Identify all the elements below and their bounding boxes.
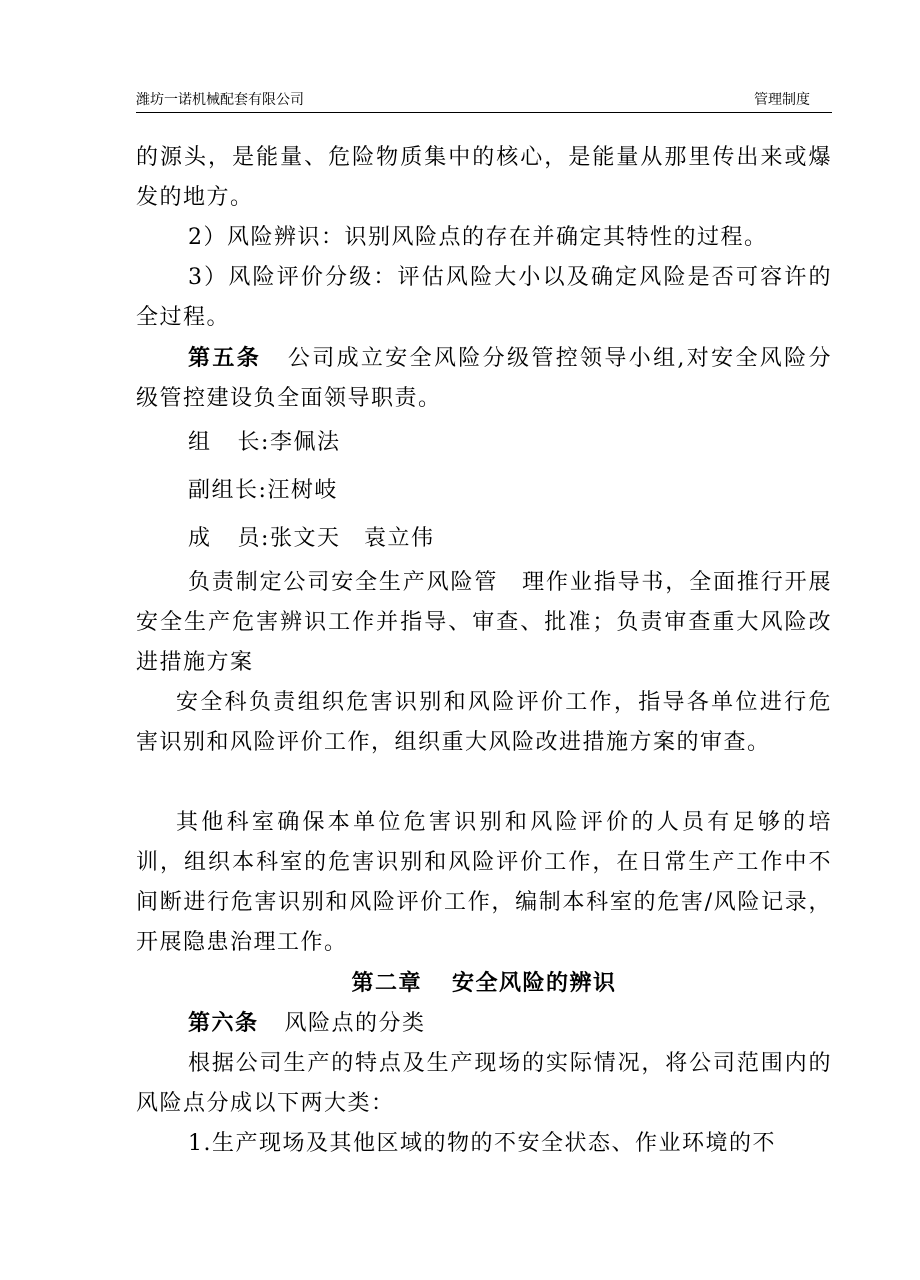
paragraph-item-1: 1.生产现场及其他区域的物的不安全状态、作业环境的不 xyxy=(188,1131,776,1156)
paragraph-energy-source: 的源头，是能量、危险物质集中的核心，是能量从那里传出来或爆发的地方。 xyxy=(136,145,832,210)
roster-role-members-b: 员 xyxy=(237,526,262,551)
page-header xyxy=(136,88,832,113)
roster-role-deputy: 副组长 xyxy=(188,478,259,503)
leadership-roster xyxy=(136,419,832,563)
paragraph-other-departments: 其他科室确保本单位危害识别和风险评价的人员有足够的培训，组织本科室的危害识别和风险评价工作，在日常生产工作中不间断进行危害识别和风险评价工作，编制本科室的危害/风险记录，开展隐患治理工作。 xyxy=(136,810,832,955)
roster-names-deputy: :汪树岐 xyxy=(258,478,338,503)
header-document-type: 管理制度 xyxy=(754,92,810,108)
roster-role-members-a: 成 xyxy=(188,526,212,551)
article-6-title: 第六条 xyxy=(188,1010,259,1036)
paragraph-classification: 根据公司生产的特点及生产现场的实际情况，将公司范围内的风险点分成以下两大类： xyxy=(136,1051,832,1116)
article-6-text: 风险点的分类 xyxy=(284,1011,426,1036)
roster-deputy xyxy=(188,467,832,515)
roster-names-leader: :李佩法 xyxy=(261,430,341,455)
paragraph-risk-evaluation: 3）风险评价分级：评估风险大小以及确定风险是否可容许的全过程。 xyxy=(136,265,832,330)
roster-role-leader-a: 组 xyxy=(188,430,212,455)
article-5 xyxy=(136,338,832,419)
chapter-2-number: 第二章 xyxy=(351,970,422,996)
paragraph-spacer xyxy=(136,763,832,803)
article-5-title: 第五条 xyxy=(188,345,262,371)
paragraph-risk-identification: 2）风险辨识：识别风险点的存在并确定其特性的过程。 xyxy=(188,225,768,250)
article-6 xyxy=(136,1003,832,1044)
roster-leader xyxy=(188,419,832,467)
header-company-name: 潍坊一诺机械配套有限公司 xyxy=(136,92,304,108)
roster-members xyxy=(188,515,832,563)
roster-names-members: :张文天 袁立伟 xyxy=(261,526,435,551)
article-5-text: 公司成立安全风险分级管控领导小组,对安全风险分级管控建设负全面领导职责。 xyxy=(136,346,832,411)
paragraph-safety-department: 安全科负责组织危害识别和风险评价工作，指导各单位进行危害识别和风险评价工作，组织重大风险改进措施方案的审查。 xyxy=(136,690,832,755)
paragraph-duties: 负责制定公司安全生产风险管 理作业指导书，全面推行开展安全生产危害辨识工作并指导、审查、批准；负责审查重大风险改进措施方案 xyxy=(136,570,832,675)
roster-role-leader-b: 长 xyxy=(237,430,262,455)
chapter-2-title: 安全风险的辨识 xyxy=(452,970,617,996)
chapter-2-heading xyxy=(136,963,832,1003)
document-body xyxy=(136,138,832,1164)
